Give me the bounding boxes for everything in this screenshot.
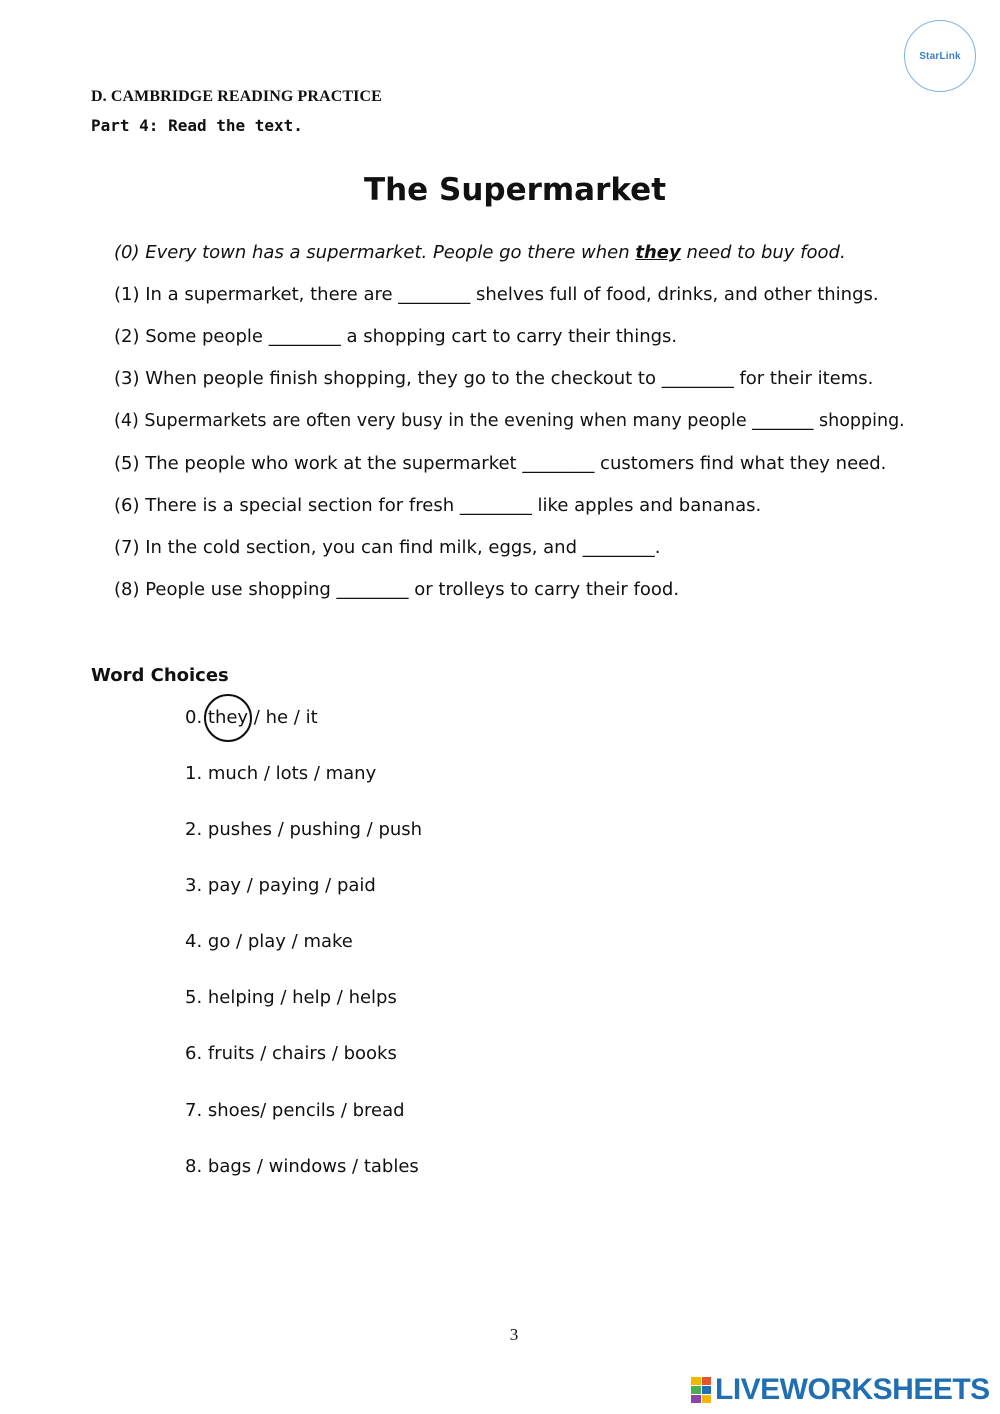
example-answer: they (635, 242, 681, 263)
choice-0: 0. they / he / it (185, 707, 318, 728)
choice-4: 4. go / play / make (185, 931, 353, 952)
choice-1: 1. much / lots / many (185, 763, 377, 784)
choice-2: 2. pushes / pushing / push (185, 819, 423, 840)
example-text-after: need to buy food. (680, 242, 846, 263)
sentence-5: (5) The people who work at the supermarket ________ customers find what they need. (114, 453, 887, 474)
sentence-3: (3) When people finish shopping, they go to the checkout to ________ for their items. (114, 368, 874, 389)
sentence-2: (2) Some people ________ a shopping cart to carry their things. (114, 326, 678, 347)
liveworksheets-logo[interactable] (691, 1375, 990, 1405)
logo-text: StarLink (919, 50, 961, 62)
sentence-8: (8) People use shopping ________ or trolleys to carry their food. (114, 579, 680, 600)
liveworksheets-brand: LIVEWORKSHEETS (715, 1373, 990, 1406)
part-title: Part 4: Read the text. (91, 116, 303, 135)
sentence-7: (7) In the cold section, you can find milk, eggs, and ________. (114, 537, 661, 558)
sentence-4: (4) Supermarkets are often very busy in the evening when many people _______ shopping. (114, 411, 905, 431)
choice-7: 7. shoes/ pencils / bread (185, 1100, 405, 1121)
page-number: 3 (509, 1325, 519, 1344)
example-text-before: (0) Every town has a supermarket. People go there when (114, 242, 636, 263)
answer-circle (204, 694, 252, 742)
liveworksheets-icon (691, 1377, 711, 1403)
section-title: D. CAMBRIDGE READING PRACTICE (91, 88, 382, 105)
sentence-1: (1) In a supermarket, there are ________ shelves full of food, drinks, and other things. (114, 284, 879, 305)
choice-5: 5. helping / help / helps (185, 987, 397, 1008)
choice-6: 6. fruits / chairs / books (185, 1043, 397, 1064)
word-choices-title: Word Choices (91, 665, 229, 686)
choice-3: 3. pay / paying / paid (185, 875, 376, 896)
sentence-6: (6) There is a special section for fresh ________ like apples and bananas. (114, 495, 762, 516)
choice-8: 8. bags / windows / tables (185, 1156, 419, 1177)
document-title: The Supermarket (363, 172, 667, 208)
starlink-logo (904, 20, 976, 92)
example-sentence (114, 242, 846, 263)
